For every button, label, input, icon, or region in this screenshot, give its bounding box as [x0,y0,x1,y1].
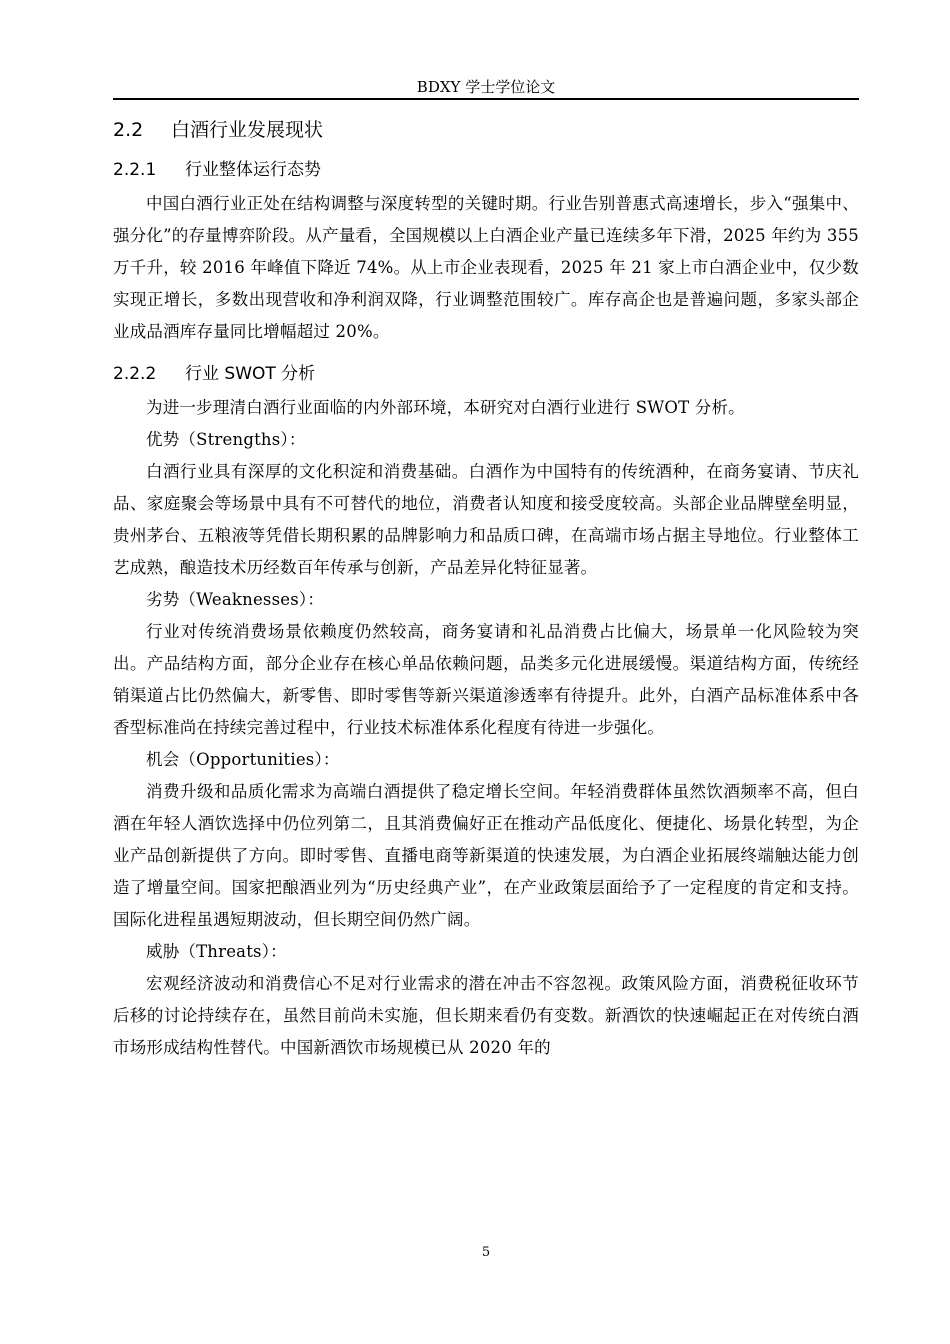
subsection-number: 2.2.1 [113,160,157,180]
subsection-title: 行业 SWOT 分析 [185,364,316,384]
page-footer [113,1244,859,1262]
running-header [113,76,859,100]
paragraph-overview: 中国白酒行业正处在结构调整与深度转型的关键时期。行业告别普惠式高速增长，步入“强集中、强分化”的存量博弈阶段。从产量看，全国规模以上白酒企业产量已连续多年下滑，2025 年约为 355 万千升，较 2016 年峰值下降近 74%。从上市企业表现看，2025 年 21 家上市白酒企业中，仅少数实现正增长，多数出现营收和净利润双降，行业调整范围较广。库存高企也是普遍问题，多家头部企业成品酒库存量同比增幅超过 20%。 [113,194,859,341]
running-header-title: BDXY 学士学位论文 [416,78,556,96]
section-heading [113,116,859,144]
threats-label: 威胁（Threats）： [146,942,287,961]
opportunities-label: 机会（Opportunities）： [146,750,340,769]
paragraph-strengths: 白酒行业具有深厚的文化积淀和消费基础。白酒作为中国特有的传统酒种，在商务宴请、节庆礼品、家庭聚会等场景中具有不可替代的地位，消费者认知度和接受度较高。头部企业品牌壁垒明显，贵州茅台、五粮液等凭借长期积累的品牌影响力和品质口碑，在高端市场占据主导地位。行业整体工艺成熟，酿造技术历经数百年传承与创新，产品差异化特征显著。 [113,462,859,577]
section-title: 白酒行业发展现状 [171,119,324,141]
subsection-heading-overview [113,158,859,182]
page-body [113,112,859,1064]
subsection-number: 2.2.2 [113,364,157,384]
page-number: 5 [481,1245,491,1260]
subsection-heading-swot [113,362,859,386]
paragraph-threats: 宏观经济波动和消费信心不足对行业需求的潜在冲击不容忽视。政策风险方面，消费税征收环节后移的讨论持续存在，虽然目前尚未实施，但长期来看仍有变数。新酒饮的快速崛起正在对传统白酒市场形成结构性替代。中国新酒饮市场规模已从 2020 年的 [113,974,859,1057]
section-number: 2.2 [113,119,144,141]
weaknesses-label: 劣势（Weaknesses）： [146,590,325,609]
paragraph-opportunities: 消费升级和品质化需求为高端白酒提供了稳定增长空间。年轻消费群体虽然饮酒频率不高，但白酒在年轻人酒饮选择中仍位列第二，且其消费偏好正在推动产品低度化、便捷化、场景化转型，为企业产品创新提供了方向。即时零售、直播电商等新渠道的快速发展，为白酒企业拓展终端触达能力创造了增量空间。国家把酿酒业列为“历史经典产业”，在产业政策层面给予了一定程度的肯定和支持。国际化进程虽遇短期波动，但长期空间仍然广阔。 [113,782,859,929]
strengths-label: 优势（Strengths）： [146,430,306,449]
paragraph-swot-intro: 为进一步理清白酒行业面临的内外部环境，本研究对白酒行业进行 SWOT 分析。 [146,398,745,417]
subsection-title: 行业整体运行态势 [185,160,321,180]
paragraph-weaknesses: 行业对传统消费场景依赖度仍然较高，商务宴请和礼品消费占比偏大，场景单一化风险较为突出。产品结构方面，部分企业存在核心单品依赖问题，品类多元化进展缓慢。渠道结构方面，传统经销渠道占比仍然偏大，新零售、即时零售等新兴渠道渗透率有待提升。此外，白酒产品标准体系中各香型标准尚在持续完善过程中，行业技术标准体系化程度有待进一步强化。 [113,622,859,737]
